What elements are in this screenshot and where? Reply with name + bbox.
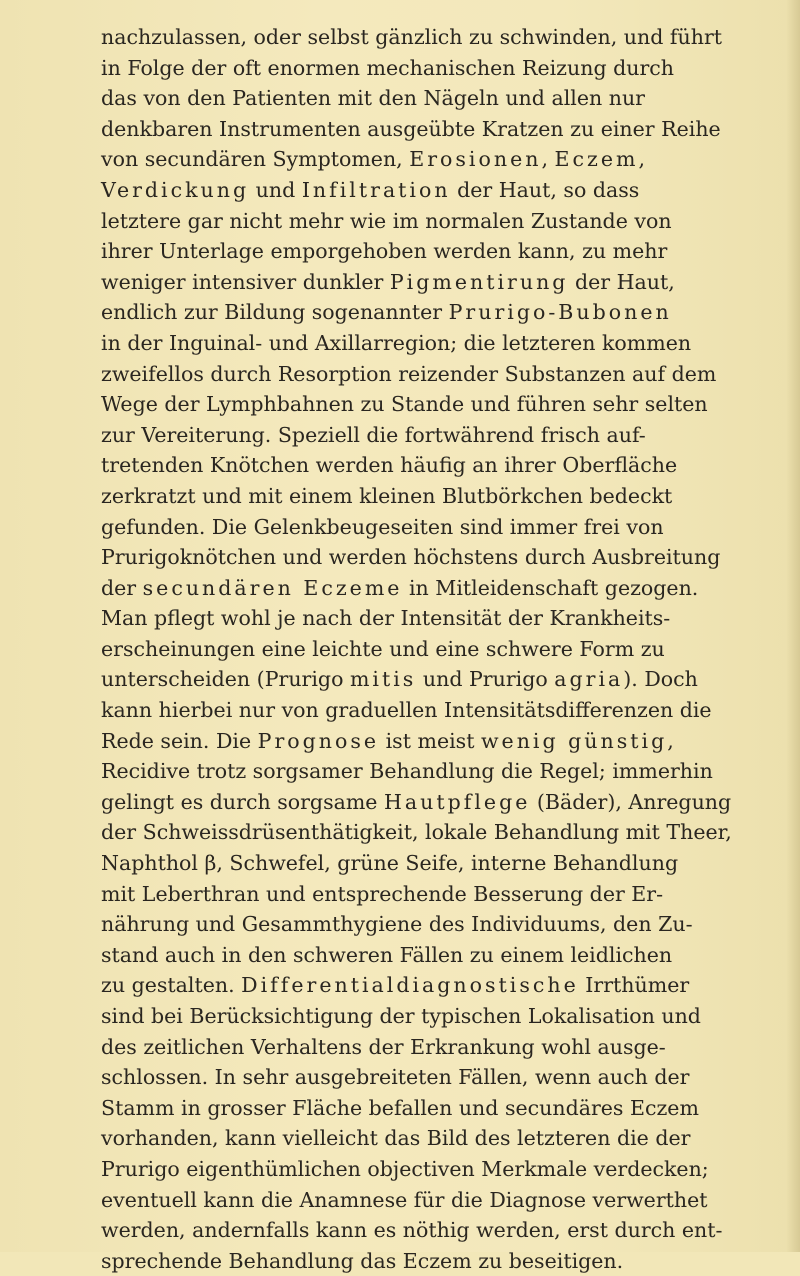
text-line — [101, 114, 791, 145]
text-run: Prurigoknötchen und werden höchstens durch Ausbreitung — [101, 545, 721, 570]
text-run: Stamm in grosser Fläche befallen und secundäres Eczem — [101, 1095, 699, 1120]
text-run: Prurigo eigenthümlichen objectiven Merkmale verdecken; — [101, 1156, 709, 1181]
text-run: letztere gar nicht mehr wie im normalen Zustande von — [101, 208, 672, 233]
text-line — [101, 1154, 791, 1185]
text-run: zweifellos durch Resorption reizender Substanzen auf dem — [101, 361, 717, 386]
text-run: gefunden. Die Gelenkbeugeseiten sind immer frei von — [101, 514, 664, 539]
text-run: in der Inguinal- und Axillarregion; die letzteren kommen — [101, 330, 692, 355]
text-line — [101, 1093, 791, 1124]
spaced-emphasis: Hautpflege — [384, 789, 531, 814]
text-line — [101, 848, 791, 879]
spaced-emphasis: wenig günstig — [480, 728, 668, 753]
text-run: mit Leberthran und entsprechende Besserung der Er- — [101, 881, 664, 906]
text-line — [101, 420, 791, 451]
text-line — [101, 297, 791, 328]
text-run: weniger intensiver dunkler — [101, 269, 390, 294]
text-run: Wege der Lymphbahnen zu Stande und führen sehr selten — [101, 392, 708, 417]
text-run: stand auch in den schweren Fällen zu einem leidlichen — [101, 942, 673, 967]
text-run: des zeitlichen Verhaltens der Erkrankung wohl ausge- — [101, 1034, 666, 1059]
text-run: erscheinungen eine leichte und eine schwere Form zu — [101, 636, 665, 661]
text-run: zerkratzt und mit einem kleinen Blutbörkchen bedeckt — [101, 483, 673, 508]
spaced-emphasis: agria — [554, 667, 624, 692]
body-text — [101, 22, 791, 1276]
spaced-emphasis: Differentialdiagnostische — [241, 973, 579, 998]
text-line — [101, 236, 791, 267]
text-run: sprechende Behandlung das Eczem zu beseitigen. — [101, 1248, 624, 1273]
text-run: nährung und Gesammthygiene des Individuums, den Zu- — [101, 912, 693, 937]
text-run: Irrthümer — [578, 973, 690, 998]
text-run: werden, andernfalls kann es nöthig werden, erst durch ent- — [101, 1218, 723, 1243]
text-line — [101, 1123, 791, 1154]
text-line — [101, 481, 791, 512]
text-line — [101, 909, 791, 940]
text-run: Recidive trotz sorgsamer Behandlung die Regel; immerhin — [101, 759, 713, 784]
text-line — [101, 175, 791, 206]
text-line — [101, 1185, 791, 1216]
text-run: kann hierbei nur von graduellen Intensitätsdifferenzen die — [101, 698, 712, 723]
text-line — [101, 144, 791, 175]
text-line — [101, 756, 791, 787]
spaced-emphasis: Infiltration — [301, 177, 451, 202]
text-run: endlich zur Bildung sogenannter — [101, 300, 449, 325]
text-run: Naphthol β, Schwefel, grüne Seife, interne Behandlung — [101, 851, 679, 876]
text-line — [101, 22, 791, 53]
text-run: der Schweissdrüsenthätigkeit, lokale Behandlung mit Theer, — [101, 820, 732, 845]
text-run: in Folge der oft enormen mechanischen Reizung durch — [101, 55, 675, 80]
text-run: tretenden Knötchen werden häufig an ihrer Oberfläche — [101, 453, 678, 478]
text-line — [101, 603, 791, 634]
text-run: nachzulassen, oder selbst gänzlich zu schwinden, und führt — [101, 25, 723, 49]
text-run: ihrer Unterlage emporgehoben werden kann, zu mehr — [101, 239, 668, 264]
text-line — [101, 1062, 791, 1093]
text-run: der Haut, — [568, 269, 675, 294]
text-run: (Bäder), Anregung — [530, 789, 732, 814]
text-line — [101, 206, 791, 237]
text-line — [101, 83, 791, 114]
text-run: unterscheiden (Prurigo — [101, 667, 350, 692]
text-run: Man pflegt wohl je nach der Intensität der Krankheits- — [101, 606, 671, 631]
text-line — [101, 634, 791, 665]
text-run: in Mitleidenschaft gezogen. — [402, 575, 699, 600]
text-line — [101, 879, 791, 910]
text-line — [101, 359, 791, 390]
text-run: , — [638, 147, 645, 172]
text-line — [101, 1001, 791, 1032]
spaced-emphasis: Erosionen — [409, 147, 542, 172]
text-line — [101, 389, 791, 420]
text-line — [101, 817, 791, 848]
spaced-emphasis: Eczem — [554, 147, 639, 172]
text-run: sind bei Berücksichtigung der typischen Lokalisation und — [101, 1004, 701, 1028]
text-run: von secundären Symptomen, — [101, 147, 410, 172]
text-line — [101, 726, 791, 757]
text-run: zu gestalten. — [101, 973, 242, 998]
text-run: das von den Patienten mit den Nägeln und allen nur — [101, 86, 645, 111]
text-line — [101, 664, 791, 695]
text-line — [101, 542, 791, 573]
text-run: eventuell kann die Anamnese für die Diagnose verwerthet — [101, 1187, 708, 1212]
text-run: , — [667, 728, 674, 753]
text-line — [101, 450, 791, 481]
text-run: der — [101, 575, 143, 600]
text-line — [101, 970, 791, 1001]
spaced-emphasis: Prognose — [257, 728, 380, 753]
text-run: der Haut, so dass — [450, 177, 640, 202]
text-line — [101, 787, 791, 818]
text-line — [101, 1032, 791, 1063]
text-line — [101, 695, 791, 726]
text-run: schlossen. In sehr ausgebreiteten Fällen, wenn auch der — [101, 1065, 690, 1090]
text-run: Rede sein. Die — [101, 728, 258, 753]
text-line — [101, 328, 791, 359]
text-run: zur Vereiterung. Speziell die fortwährend frisch auf- — [101, 422, 646, 447]
text-line — [101, 267, 791, 298]
text-run: gelingt es durch sorgsame — [101, 789, 384, 814]
text-run: , — [541, 147, 555, 172]
text-line — [101, 1246, 791, 1276]
text-run: ist meist — [379, 728, 481, 753]
spaced-emphasis: Prurigo-Bubonen — [448, 300, 672, 325]
text-run: und — [249, 177, 302, 202]
text-line — [101, 53, 791, 84]
spaced-emphasis: Pigmentirung — [389, 269, 569, 294]
spaced-emphasis: Verdickung — [101, 177, 250, 202]
text-line — [101, 1215, 791, 1246]
text-line — [101, 940, 791, 971]
text-run: und Prurigo — [416, 667, 555, 692]
text-run: vorhanden, kann vielleicht das Bild des letzteren die der — [101, 1126, 691, 1151]
spaced-emphasis: mitis — [349, 667, 417, 692]
text-run: denkbaren Instrumenten ausgeübte Kratzen zu einer Reihe — [101, 116, 721, 141]
text-line — [101, 573, 791, 604]
text-line — [101, 512, 791, 543]
text-run: ). Doch — [623, 667, 698, 692]
spaced-emphasis: secundären Eczeme — [142, 575, 403, 600]
